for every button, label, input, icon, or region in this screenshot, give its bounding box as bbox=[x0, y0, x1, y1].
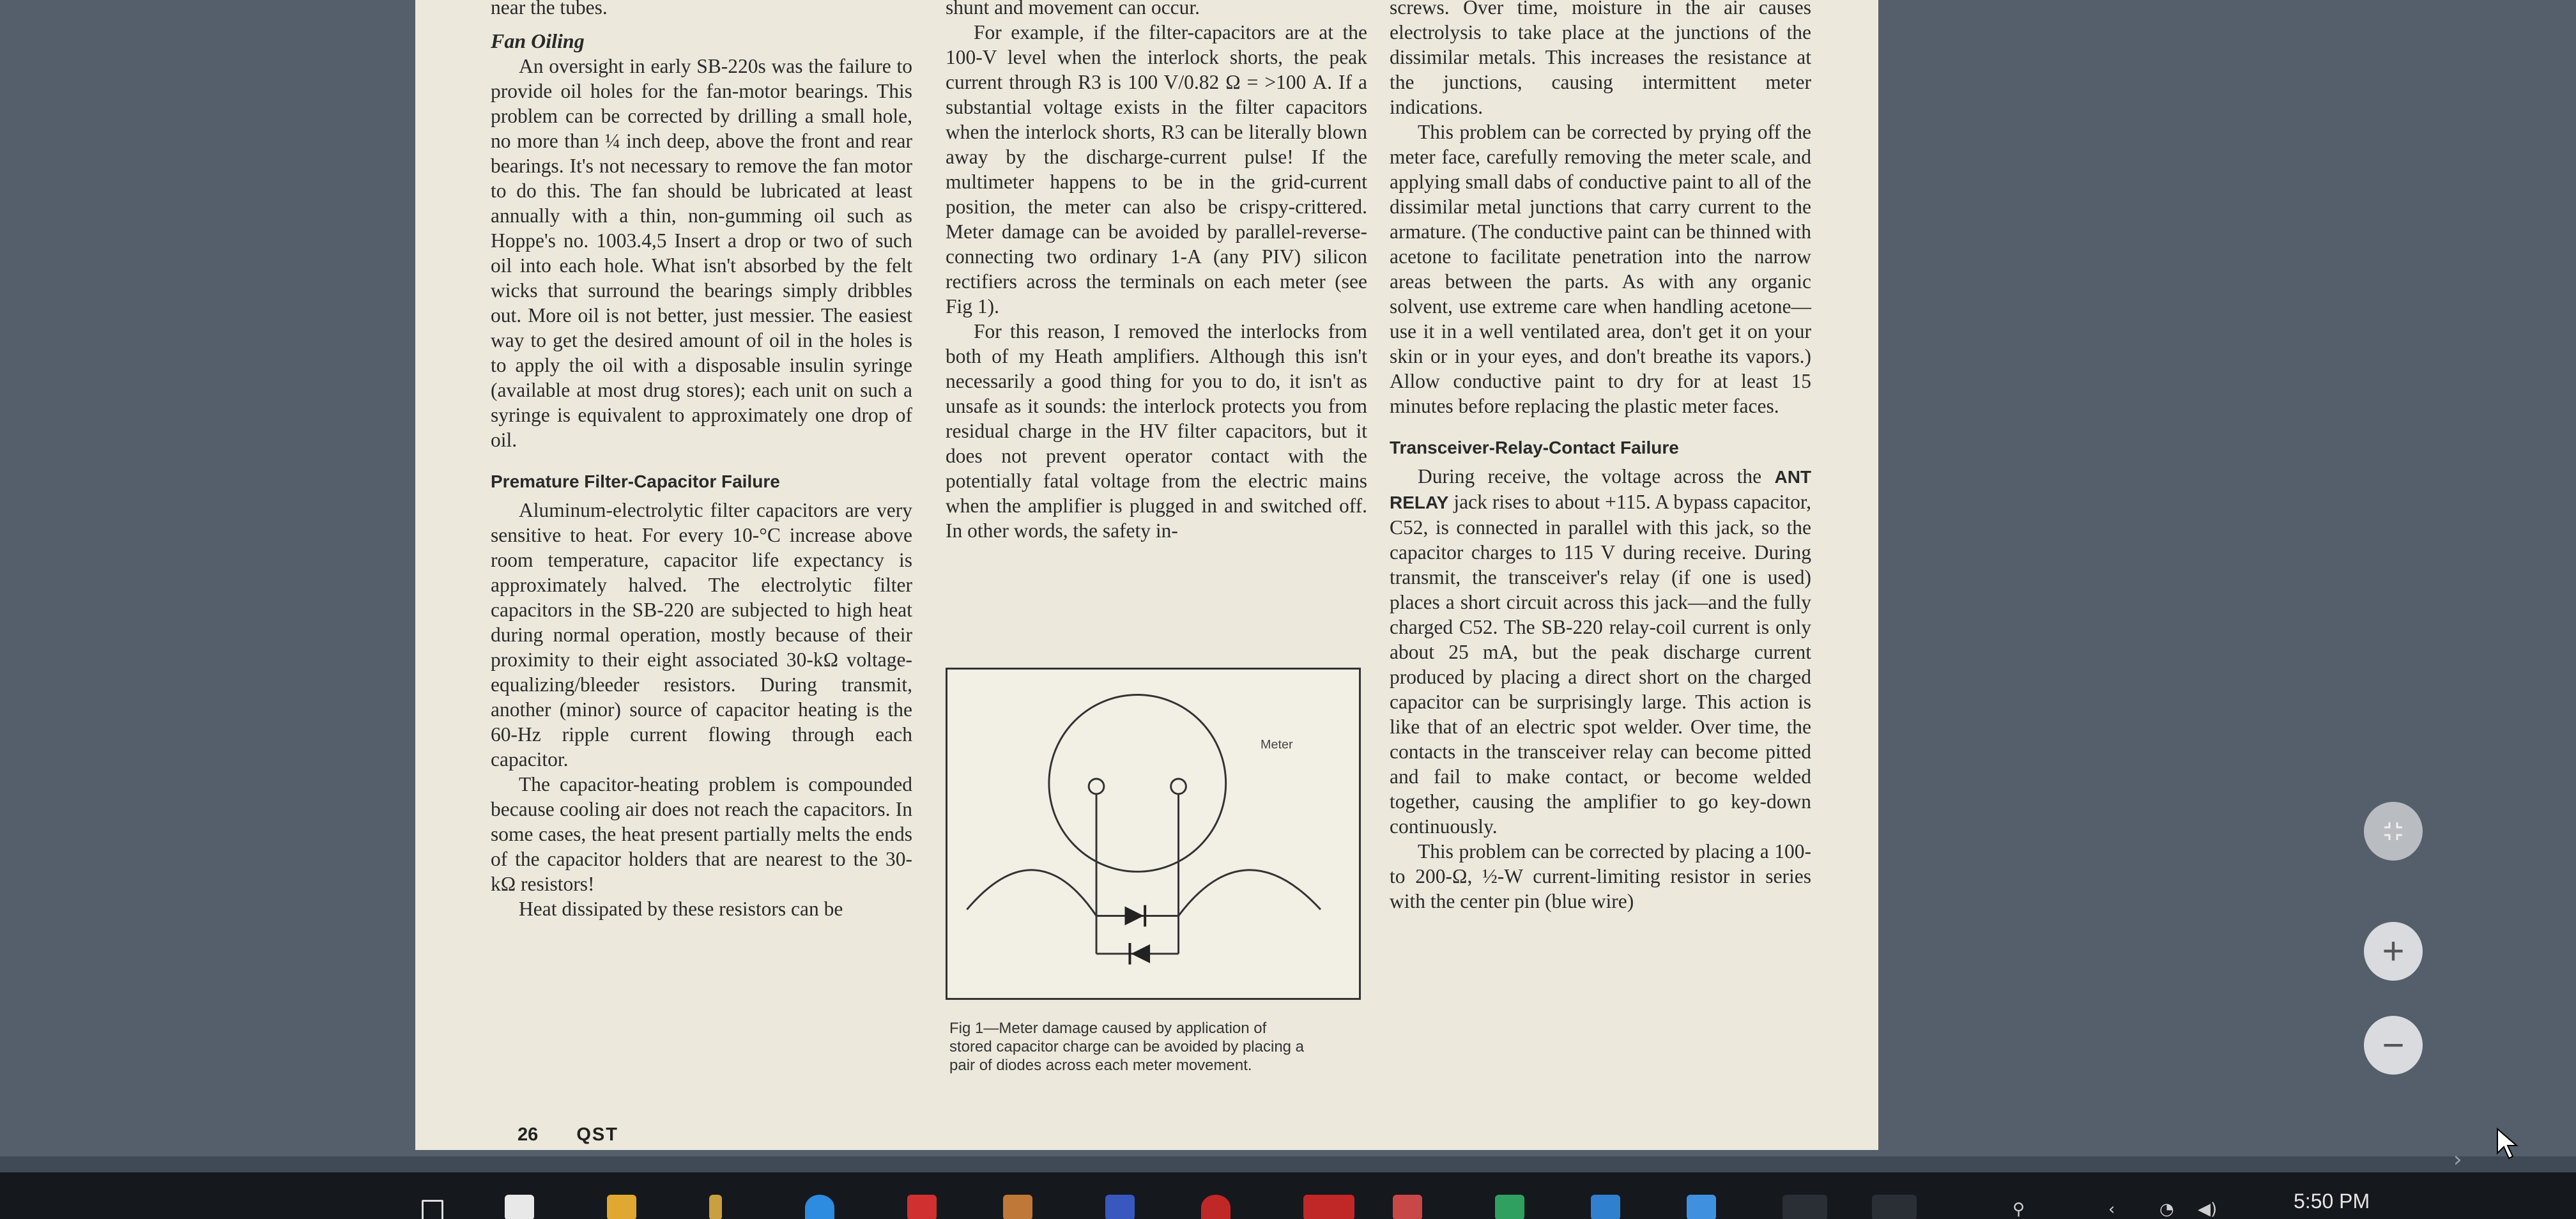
paragraph: This problem can be corrected by placing a 100- to 200-Ω, ½-W current-limiting resistor in series with the center pin (blue wire) bbox=[1390, 840, 1811, 912]
scroll-right-icon[interactable]: › bbox=[2453, 1147, 2462, 1172]
meter-label: Meter bbox=[1261, 737, 1293, 752]
zoom-out-button[interactable]: − bbox=[2364, 1016, 2423, 1075]
app-icon-red[interactable] bbox=[907, 1195, 937, 1219]
meter-circle bbox=[1049, 695, 1226, 872]
paragraph: This problem can be corrected by prying off the meter face, carefully removing the meter scale, and applying small dabs of conductive paint to all of the dissimilar metal junctions that carry current to the armature. (The conductive paint can be thinned with acetone to facilitate penetration into the narrow areas between the parts. As with any organic solvent, use extreme care when handling acetone—use it in a well ventilated area, don't get it on your skin or in your eyes, and don't breathe its vapors.) Allow conductive paint to dry for at least 15 minutes before replacing the plastic meter faces. bbox=[1390, 121, 1811, 417]
app-icon-window-2[interactable] bbox=[1872, 1195, 1917, 1219]
pencil-app-icon[interactable] bbox=[709, 1195, 722, 1219]
app-icon-pdf[interactable] bbox=[1303, 1195, 1354, 1219]
network-icon[interactable]: ◔ bbox=[2159, 1200, 2174, 1219]
fit-screen-button[interactable] bbox=[2364, 802, 2423, 861]
column-3 bbox=[1390, 0, 1811, 914]
paragraph bbox=[1390, 464, 1811, 839]
section-heading-relay-contact: Transceiver-Relay-Contact Failure bbox=[1390, 438, 1679, 457]
figure-caption: Fig 1—Meter damage caused by application of stored capacitor charge can be avoided by placing a pair of diodes across each meter movement. bbox=[949, 1020, 1305, 1074]
text-fragment: screws. Over time, moisture in the air causes electrolysis to take place at the junctions of the dissimilar metals. This increases the resistance at the junctions, causing intermittent meter indications. bbox=[1390, 0, 1811, 118]
figure-meter-diagram bbox=[946, 668, 1361, 1000]
app-icon-window[interactable] bbox=[1782, 1195, 1827, 1219]
diode-reverse-icon bbox=[1131, 944, 1150, 963]
section-heading-filter-capacitor: Premature Filter-Capacitor Failure bbox=[491, 471, 780, 491]
task-view-icon[interactable] bbox=[422, 1200, 443, 1219]
magazine-name: QST bbox=[576, 1124, 618, 1145]
meter-terminal-right bbox=[1171, 779, 1186, 794]
paragraph: The capacitor-heating problem is compounded because cooling air does not reach the capacitors. In some cases, the heat present partially melts the ends of the capacitor holders that are nearest to the 30-kΩ resistors! bbox=[491, 773, 912, 895]
text-fragment: near the tubes. bbox=[491, 0, 608, 19]
paragraph: An oversight in early SB-220s was the failure to provide oil holes for the fan-motor bearings. This problem can be corrected by drilling a small hole, no more than ¼ inch deep, above the front and rear bearings. It's not necessary to remove the fan motor to do this. The fan should be lubricated at least annually with a thin, non-gumming oil such as Hoppe's no. 1003.4,5 Insert a drop or two of such oil into each hole. What isn't absorbed by the felt wicks that surround the bearings simply dribbles out. More oil is not better, just messier. The easiest way to get the desired amount of oil in the holes is to apply the oil with a disposable insulin syringe (available at most drug stores); each unit on such a syringe is equivalent to approximately one drop of oil. bbox=[491, 55, 912, 451]
column-1 bbox=[491, 0, 912, 921]
text-span: During receive, the voltage across the bbox=[1418, 465, 1762, 487]
scanned-magazine-page bbox=[415, 0, 1878, 1150]
app-icon-spreadsheet[interactable] bbox=[1495, 1195, 1524, 1219]
app-icon-mail[interactable] bbox=[1393, 1195, 1422, 1219]
meter-diode-schematic bbox=[947, 670, 1359, 998]
volume-icon[interactable]: ◀) bbox=[2198, 1200, 2218, 1219]
meter-terminal-left bbox=[1089, 779, 1104, 794]
paragraph: Aluminum-electrolytic filter capacitors are very sensitive to heat. For every 10-°C increase above room temperature, capacitor life expectancy is approximately halved. The electrolytic filter capacitors in the SB-220 are subjected to high heat during normal operation, mostly because of their proximity to their eight associated 30-kΩ voltage-equalizing/bleeder resistors. During transmit, another (minor) source of capacitor heating is the 60-Hz ripple current flowing through each capacitor. bbox=[491, 499, 912, 770]
page-folio bbox=[518, 1124, 618, 1146]
app-icon-blue[interactable] bbox=[1105, 1195, 1135, 1219]
ant-relay-label: ANT RELAY bbox=[1390, 467, 1812, 512]
fit-screen-icon bbox=[2380, 818, 2406, 844]
page-number: 26 bbox=[518, 1124, 539, 1145]
folder-icon[interactable] bbox=[607, 1195, 636, 1219]
zoom-in-button[interactable]: + bbox=[2364, 922, 2423, 981]
mouse-cursor-icon bbox=[2495, 1128, 2520, 1160]
column-2 bbox=[946, 0, 1367, 543]
app-icon-monitor[interactable] bbox=[1687, 1195, 1716, 1219]
taskbar-clock[interactable]: 5:50 PM bbox=[2294, 1190, 2370, 1213]
section-heading-fan-oiling: Fan Oiling bbox=[491, 29, 585, 52]
app-icon-calendar[interactable] bbox=[1591, 1195, 1620, 1219]
person-icon[interactable]: ⚲ bbox=[2012, 1200, 2025, 1219]
lead-left bbox=[967, 870, 1096, 916]
file-manager-icon[interactable] bbox=[505, 1195, 534, 1219]
paragraph: For this reason, I removed the interlocks from both of my Heath amplifiers. Although this isn't necessarily a good thing for you to do, it isn't as unsafe as it sounds: the interlock protects you from residual charge in the HV filter capacitors, but it does not prevent operator contact with the potentially fatal voltage from the electric mains when the amplifier is plugged in and switched off. In other words, the safety in- bbox=[946, 320, 1367, 542]
paragraph: For example, if the filter-capacitors are at the 100-V level when the interlock shorts, the peak current through R3 is 100 V/0.82 Ω = >100 A. If a substantial voltage exists in the filter capacitors when the interlock shorts, R3 can be literally blown away by the discharge-current pulse! If the multimeter happens to be in the grid-current position, the meter can also be crispy-crittered. Meter damage can be avoided by parallel-reverse-connecting two ordinary 1-A (any PIV) silicon rectifiers across the terminals on each meter (see Fig 1). bbox=[946, 21, 1367, 318]
edge-browser-icon[interactable] bbox=[805, 1195, 834, 1219]
paragraph: Heat dissipated by these resistors can be bbox=[519, 898, 843, 920]
app-icon-photos[interactable] bbox=[1003, 1195, 1032, 1219]
text-span: jack rises to about +115. A bypass capacitor, C52, is connected in parallel with this jack, so the capacitor charges to 115 V during receive. During transmit, the transceiver's relay (if one is used) places a short circuit across this jack—and the fully charged C52. The SB-220 relay-coil current is only about 25 mA, but the peak discharge current produced by placing a direct short on the charged capacitor can be surprisingly large. This action is like that of an electric spot welder. Over time, the contacts in the transceiver relay can become pitted and fail to make contact, or become welded together, causing the amplifier to go key-down continuously. bbox=[1390, 491, 1811, 838]
app-icon-opera[interactable] bbox=[1201, 1195, 1230, 1219]
taskbar bbox=[0, 1172, 2576, 1219]
lead-right bbox=[1179, 870, 1321, 916]
diode-forward-icon bbox=[1125, 907, 1144, 926]
text-fragment: shunt and movement can occur. bbox=[946, 0, 1200, 19]
tray-arrow-icon[interactable]: ‹ bbox=[2108, 1200, 2115, 1219]
